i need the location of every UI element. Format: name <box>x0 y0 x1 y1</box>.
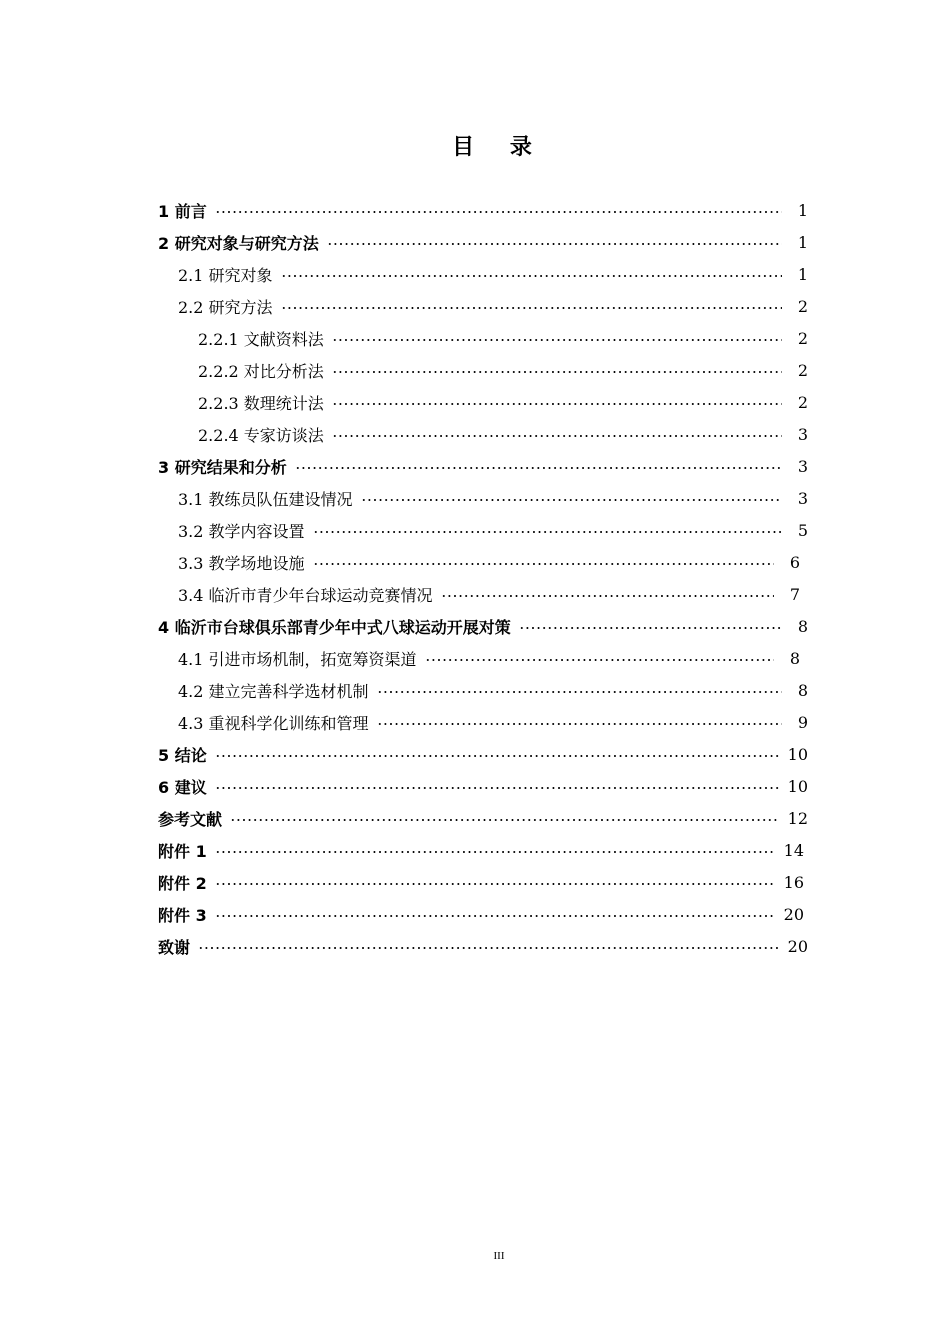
toc-leader-dots <box>377 691 782 693</box>
toc-entry-label: 2.2.1 文献资料法 <box>198 329 324 349</box>
toc-entry-label: 参考文献 <box>158 809 223 829</box>
toc-entry-page: 10 <box>787 776 808 796</box>
toc-entry-label: 附件 1 <box>158 841 207 861</box>
toc-entry[interactable] <box>158 803 808 833</box>
toc-entry-label: 致谢 <box>158 937 191 957</box>
toc-leader-dots <box>215 787 780 789</box>
toc-entry[interactable] <box>158 451 808 481</box>
toc-leader-dots <box>215 211 782 213</box>
toc-entry-page: 1 <box>797 232 808 252</box>
toc-entry-label: 5 结论 <box>158 745 207 765</box>
toc-entry-page: 8 <box>797 616 808 636</box>
toc-entry-label: 2.2.4 专家访谈法 <box>198 425 324 445</box>
toc-leader-dots <box>361 499 782 501</box>
page-title: 目 录 <box>452 135 546 160</box>
toc-entry[interactable] <box>198 419 808 449</box>
toc-entry[interactable] <box>158 867 804 897</box>
toc-entry[interactable] <box>158 899 804 929</box>
toc-entry-page: 20 <box>787 936 808 956</box>
toc-entry-label: 2 研究对象与研究方法 <box>158 233 319 253</box>
toc-entry-label: 4.1 引进市场机制，拓宽筹资渠道 <box>178 649 417 669</box>
toc-entry-page: 7 <box>789 584 800 604</box>
toc-entry[interactable] <box>158 195 808 225</box>
toc-entry[interactable] <box>198 387 808 417</box>
toc-entry-page: 14 <box>783 840 804 860</box>
toc-entry-label: 2.1 研究对象 <box>178 265 273 285</box>
toc-entry-page: 2 <box>797 328 808 348</box>
toc-entry-page: 9 <box>797 712 808 732</box>
toc-entry-page: 3 <box>797 456 808 476</box>
toc-entry[interactable] <box>178 675 808 705</box>
toc-entry[interactable] <box>178 483 808 513</box>
toc-entry-label: 2.2.2 对比分析法 <box>198 361 324 381</box>
toc-entry[interactable] <box>158 771 808 801</box>
toc-entry-page: 1 <box>797 200 808 220</box>
toc-leader-dots <box>313 563 774 565</box>
toc-entry-label: 3.1 教练员队伍建设情况 <box>178 489 353 509</box>
toc-entry-page: 8 <box>797 680 808 700</box>
toc-entry-label: 2.2 研究方法 <box>178 297 273 317</box>
toc-entry-page: 2 <box>797 360 808 380</box>
toc-entry[interactable] <box>198 355 808 385</box>
toc-entry-label: 6 建议 <box>158 777 207 797</box>
toc-entry[interactable] <box>178 259 808 289</box>
toc-entry-label: 附件 2 <box>158 873 207 893</box>
toc-leader-dots <box>332 339 782 341</box>
toc-entry-page: 3 <box>797 424 808 444</box>
toc-entry-page: 2 <box>797 392 808 412</box>
toc-entry-page: 16 <box>783 872 804 892</box>
toc-leader-dots <box>313 531 782 533</box>
toc-leader-dots <box>327 243 782 245</box>
toc-entry[interactable] <box>178 515 808 545</box>
toc-entry-page: 3 <box>797 488 808 508</box>
toc-entry-page: 20 <box>783 904 804 924</box>
toc-entry-label: 3.4 临沂市青少年台球运动竞赛情况 <box>178 585 433 605</box>
toc-entry[interactable] <box>178 547 800 577</box>
toc-entry-label: 3.3 教学场地设施 <box>178 553 305 573</box>
toc-leader-dots <box>332 435 782 437</box>
toc-entry[interactable] <box>158 611 808 641</box>
toc-leader-dots <box>215 851 776 853</box>
toc-entry[interactable] <box>158 227 808 257</box>
toc-entry[interactable] <box>158 931 808 961</box>
toc-leader-dots <box>281 275 782 277</box>
toc-entry-page: 10 <box>787 744 808 764</box>
toc-entry-label: 4.3 重视科学化训练和管理 <box>178 713 369 733</box>
toc-entry-page: 8 <box>789 648 800 668</box>
toc-entry[interactable] <box>198 323 808 353</box>
toc-entry[interactable] <box>178 291 808 321</box>
toc-entry-page: 6 <box>789 552 800 572</box>
toc-leader-dots <box>230 819 780 821</box>
toc-entry[interactable] <box>158 835 804 865</box>
toc-entry-label: 2.2.3 数理统计法 <box>198 393 324 413</box>
toc-leader-dots <box>425 659 774 661</box>
toc-leader-dots <box>441 595 774 597</box>
toc-entry-page: 2 <box>797 296 808 316</box>
toc-entry-label: 3.2 教学内容设置 <box>178 521 305 541</box>
toc-entry[interactable] <box>178 707 808 737</box>
toc-entry-label: 3 研究结果和分析 <box>158 457 287 477</box>
toc-entry[interactable] <box>178 579 800 609</box>
toc-entry-label: 4 临沂市台球俱乐部青少年中式八球运动开展对策 <box>158 617 511 637</box>
toc-entry-page: 1 <box>797 264 808 284</box>
toc-leader-dots <box>332 403 782 405</box>
toc-entry[interactable] <box>158 739 808 769</box>
toc-entry-page: 5 <box>797 520 808 540</box>
toc-entry-page: 12 <box>787 808 808 828</box>
toc-leader-dots <box>519 627 782 629</box>
page-number-footer: III <box>493 1250 505 1262</box>
toc-leader-dots <box>295 467 782 469</box>
toc-entry-label: 附件 3 <box>158 905 207 925</box>
toc-leader-dots <box>215 883 776 885</box>
toc-leader-dots <box>332 371 782 373</box>
toc-leader-dots <box>377 723 782 725</box>
toc-leader-dots <box>198 947 780 949</box>
toc-entry[interactable] <box>178 643 800 673</box>
toc-leader-dots <box>281 307 782 309</box>
toc-leader-dots <box>215 755 780 757</box>
toc-entry-label: 4.2 建立完善科学选材机制 <box>178 681 369 701</box>
toc-leader-dots <box>215 915 776 917</box>
toc-entry-label: 1 前言 <box>158 201 207 221</box>
